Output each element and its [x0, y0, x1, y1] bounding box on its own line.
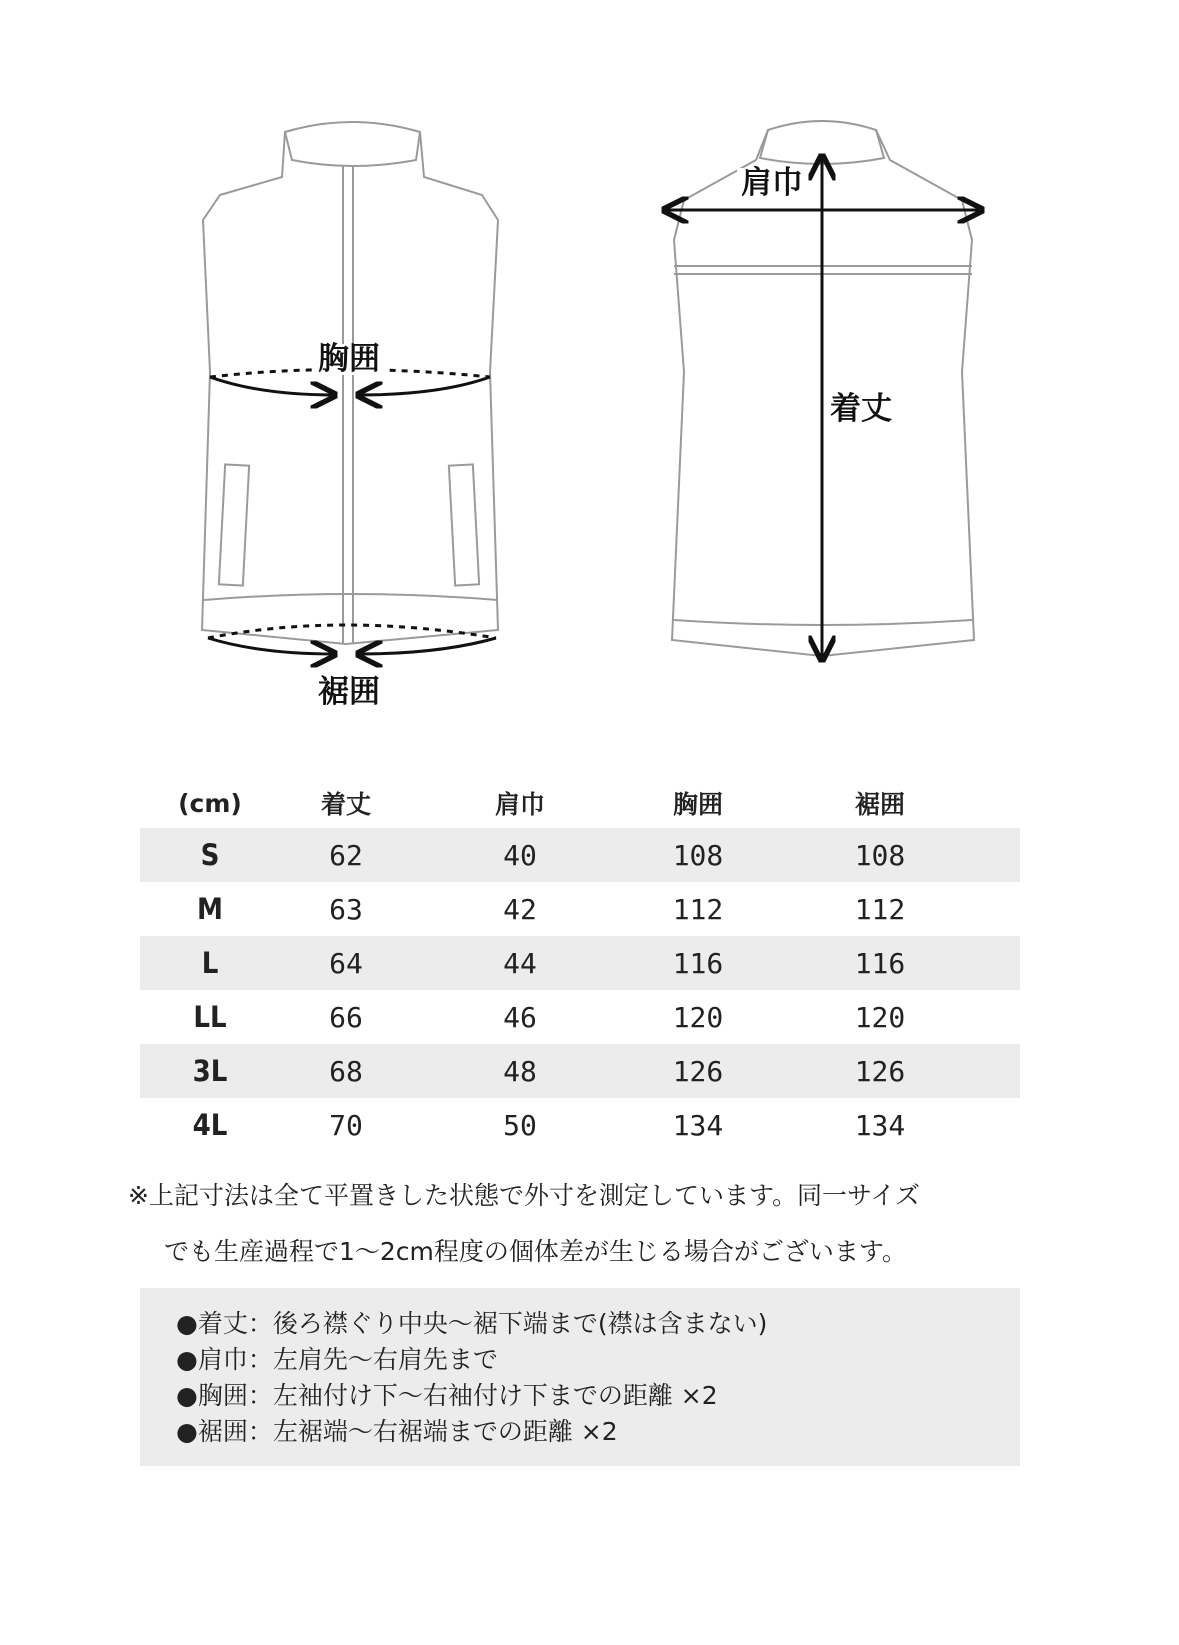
- unit-label: (cm): [178, 788, 242, 818]
- size-cell: S: [200, 838, 220, 872]
- header-shoulder: 肩巾: [494, 790, 545, 819]
- header-length: 着丈: [320, 790, 371, 819]
- table-row: [140, 828, 1020, 882]
- chest-cell: 108: [672, 838, 724, 872]
- size-table: [140, 778, 1020, 1152]
- chest-cell: 112: [672, 892, 724, 926]
- shoulder-cell: 42: [503, 892, 537, 926]
- chest-cell: 126: [672, 1054, 724, 1088]
- table-header-row: [140, 778, 1020, 828]
- definition-hem: ●裾囲：左裾端〜右裾端までの距離 ×2: [176, 1417, 618, 1446]
- size-cell: M: [197, 892, 223, 926]
- hem-cell: 120: [854, 1000, 906, 1034]
- measurement-diagram: [0, 0, 1179, 720]
- chest-cell: 120: [672, 1000, 724, 1034]
- shoulder-cell: 44: [503, 946, 537, 980]
- hem-label: 裾囲: [314, 677, 384, 708]
- hem-cell: 112: [854, 892, 906, 926]
- table-row: [140, 1098, 1020, 1152]
- hem-cell: 126: [854, 1054, 906, 1088]
- hem-cell: 116: [854, 946, 906, 980]
- hem-cell: 108: [854, 838, 906, 872]
- table-row: [140, 990, 1020, 1044]
- definition-shoulder: ●肩巾：左肩先〜右肩先まで: [176, 1345, 498, 1374]
- table-row: [140, 1044, 1020, 1098]
- chest-cell: 134: [672, 1108, 724, 1142]
- hem-cell: 134: [854, 1108, 906, 1142]
- note-line-2: でも生産過程で1〜2cm程度の個体差が生じる場合がございます。: [164, 1237, 907, 1266]
- table-row: [140, 936, 1020, 990]
- size-cell: LL: [193, 1000, 227, 1034]
- shoulder-label: 肩巾: [737, 168, 807, 199]
- definition-chest: ●胸囲：左袖付け下〜右袖付け下までの距離 ×2: [176, 1381, 718, 1410]
- length-cell: 68: [329, 1054, 363, 1088]
- size-cell: L: [201, 946, 219, 980]
- length-cell: 62: [329, 838, 363, 872]
- length-cell: 70: [329, 1108, 363, 1142]
- vest-back-measures: [664, 156, 982, 660]
- vest-front: [202, 122, 498, 644]
- shoulder-cell: 48: [503, 1054, 537, 1088]
- length-cell: 64: [329, 946, 363, 980]
- size-cell: 4L: [192, 1108, 228, 1142]
- vest-illustration: [0, 0, 1179, 720]
- measurement-note: [128, 1168, 1028, 1280]
- chest-cell: 116: [672, 946, 724, 980]
- table-row: [140, 882, 1020, 936]
- shoulder-cell: 40: [503, 838, 537, 872]
- length-cell: 63: [329, 892, 363, 926]
- shoulder-cell: 50: [503, 1108, 537, 1142]
- length-label: 着丈: [830, 391, 892, 427]
- header-hem: 裾囲: [854, 790, 905, 819]
- note-line-1: ※上記寸法は全て平置きした状態で外寸を測定しています。同一サイズ: [128, 1181, 920, 1210]
- definitions-box: [140, 1288, 1020, 1466]
- chest-label: 胸囲: [314, 344, 384, 375]
- length-cell: 66: [329, 1000, 363, 1034]
- definition-length: ●着丈：後ろ襟ぐり中央〜裾下端まで(襟は含まない): [176, 1309, 768, 1338]
- shoulder-cell: 46: [503, 1000, 537, 1034]
- size-cell: 3L: [192, 1054, 228, 1088]
- header-chest: 胸囲: [672, 790, 723, 819]
